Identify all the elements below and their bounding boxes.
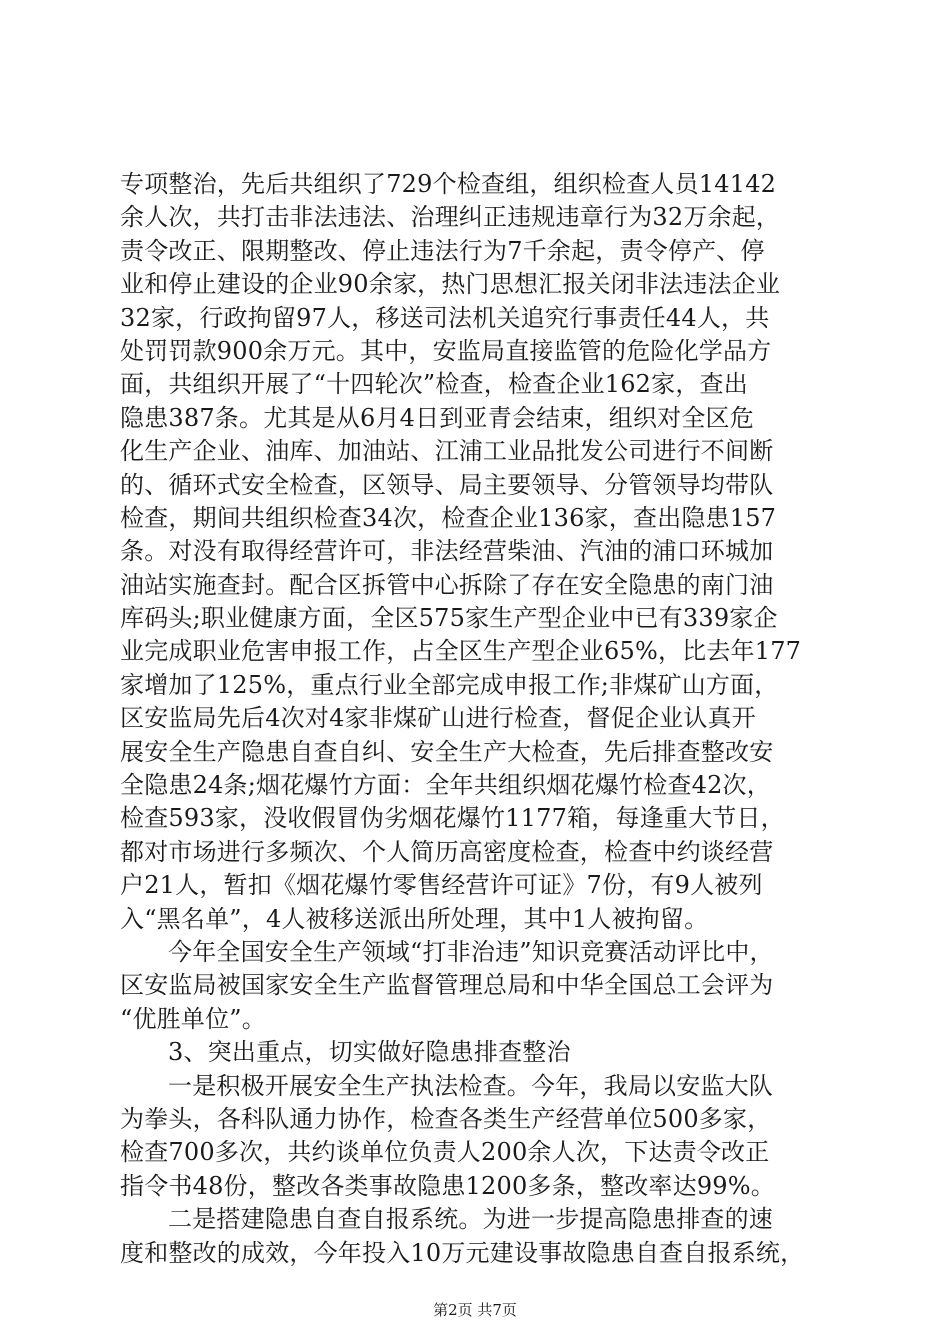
- text-line: “优胜单位”。: [120, 1004, 266, 1033]
- text-line: 今年全国安全生产领域“打非治违”知识竞赛活动评比中，: [168, 937, 774, 966]
- text-line: 面，共组织开展了“十四轮次”检查，检查企业162家，查出: [120, 370, 748, 399]
- paragraph: [120, 168, 840, 936]
- text-line: 为拳头，各科队通力协作，检查各类生产经营单位500多家，: [120, 1104, 772, 1133]
- text-line: 二是搭建隐患自查自报系统。为进一步提高隐患排查的速: [168, 1205, 773, 1234]
- text-line: 专项整治，先后共组织了729个检查组，组织检查人员14142: [120, 170, 777, 198]
- text-line: 油站实施查封。配合区拆管中心拆除了存在安全隐患的南门油: [120, 570, 774, 599]
- text-line: 处罚罚款900余万元。其中，安监局直接监管的危险化学品方: [120, 336, 772, 365]
- text-line: 库码头;职业健康方面，全区575家生产型企业中已有339家企: [120, 604, 778, 633]
- text-line: 业和停止建设的企业90余家，热门思想汇报关闭非法违法企业: [120, 270, 781, 299]
- paragraph: [120, 1203, 840, 1270]
- paragraph: [120, 936, 840, 1036]
- text-line: 32家，行政拘留97人，移送司法机关追究行事责任44人，共: [120, 303, 770, 332]
- page-footer: 第2页 共7页: [433, 1301, 517, 1319]
- text-line: 全隐患24条;烟花爆竹方面：全年共组织烟花爆竹检查42次，: [120, 771, 771, 800]
- text-line: 区安监局先后4次对4家非煤矿山进行检查，督促企业认真开: [120, 704, 756, 733]
- text-line: 条。对没有取得经营许可，非法经营柴油、汽油的浦口环城加: [120, 537, 774, 566]
- text-line: 户21人，暂扣《烟花爆竹零售经营许可证》7份，有9人被列: [120, 871, 763, 900]
- text-line: 的、循环式安全检查，区领导、局主要领导、分管领导均带队: [120, 470, 774, 499]
- text-line: 检查593家，没收假冒伪劣烟花爆竹1177箱，每逢重大节日，: [120, 804, 785, 833]
- text-line: 家增加了125%，重点行业全部完成申报工作;非煤矿山方面，: [120, 670, 779, 699]
- text-line: 业完成职业危害申报工作，占全区生产型企业65%，比去年177: [120, 637, 802, 666]
- text-line: 都对市场进行多频次、个人简历高密度检查，检查中约谈经营: [120, 837, 774, 866]
- text-line: 入“黑名单”，4人被移送派出所处理，其中1人被拘留。: [120, 904, 709, 933]
- text-line: 一是积极开展安全生产执法检查。今年，我局以安监大队: [168, 1071, 773, 1100]
- text-line: 隐患387条。尤其是从6月4日到亚青会结束，组织对全区危: [120, 403, 754, 432]
- text-line: 检查700多次，共约谈单位负责人200余人次，下达责令改正: [120, 1138, 770, 1167]
- text-line: 检查，期间共组织检查34次，检查企业136家，查出隐患157: [120, 503, 777, 532]
- paragraph: [120, 1036, 840, 1069]
- text-line: 责令改正、限期整改、停止违法行为7千余起，责令停产、停: [120, 236, 765, 265]
- text-line: 化生产企业、油库、加油站、江浦工业品批发公司进行不间断: [120, 437, 774, 466]
- text-line: 区安监局被国家安全生产监督管理总局和中华全国总工会评为: [120, 971, 774, 1000]
- text-line: 展安全生产隐患自查自纠、安全生产大检查，先后排查整改安: [120, 737, 774, 766]
- paragraph: [120, 1070, 840, 1204]
- text-line: 余人次，共打击非法违法、治理纠正违规违章行为32万余起，: [120, 203, 781, 232]
- text-line: 指令书48份，整改各类事故隐患1200多条，整改率达99%。: [120, 1171, 775, 1200]
- document-body: [120, 168, 840, 1270]
- text-line: 度和整改的成效，今年投入10万元建设事故隐患自查自报系统，: [120, 1238, 805, 1267]
- text-line: 3、突出重点，切实做好隐患排查整治: [168, 1038, 571, 1067]
